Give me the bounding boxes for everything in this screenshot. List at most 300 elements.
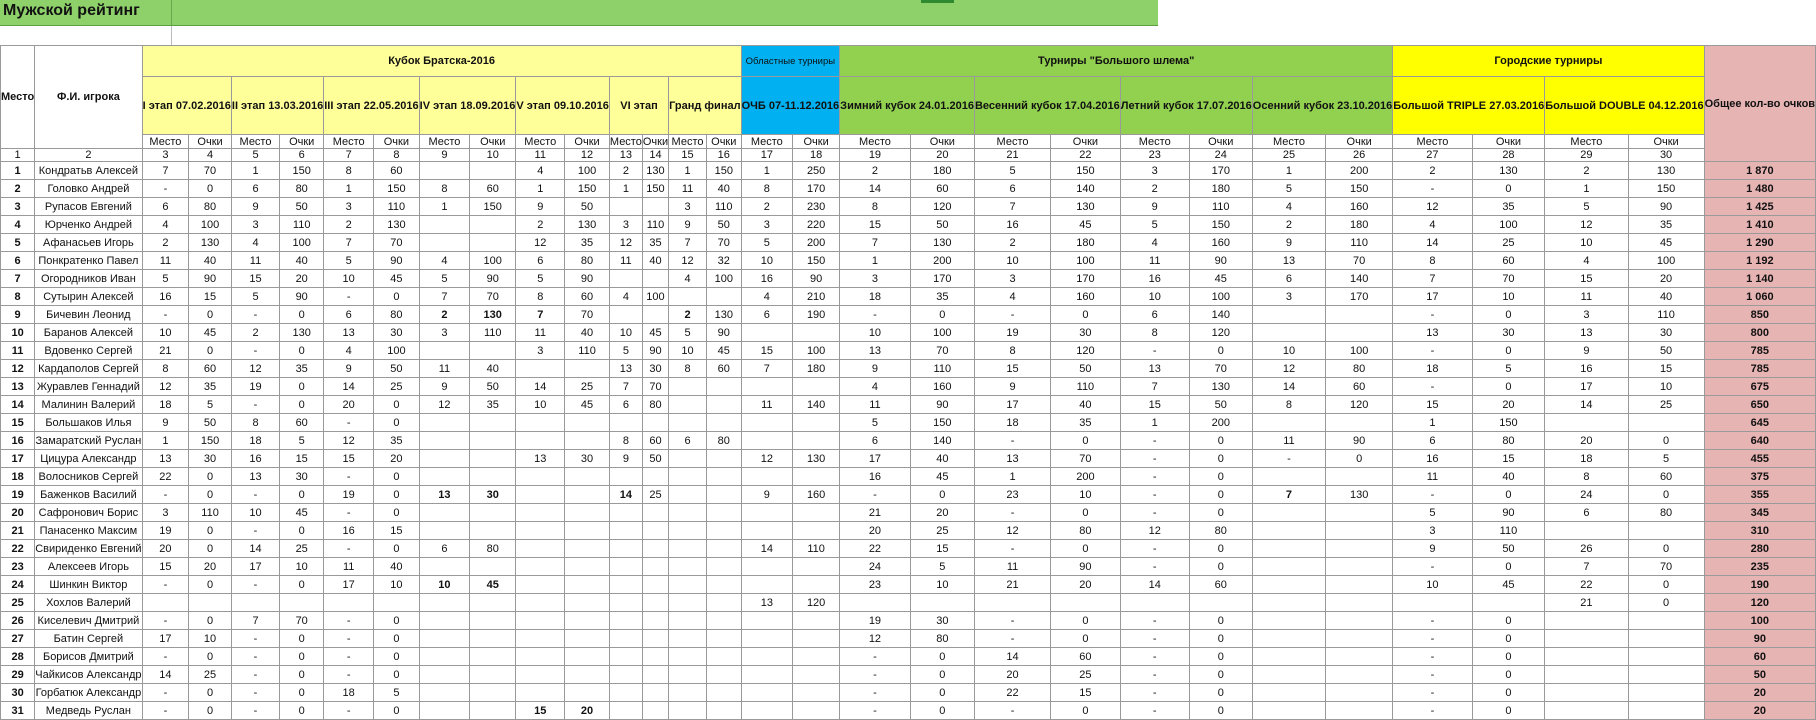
points-cell: 0 <box>374 414 420 432</box>
place-cell: 8 <box>669 360 707 378</box>
points-cell: 20 <box>1628 270 1704 288</box>
place-cell <box>609 702 642 720</box>
place-cell: 13 <box>1252 252 1325 270</box>
place-cell <box>419 666 469 684</box>
rank-cell: 8 <box>1 288 35 306</box>
points-cell: 0 <box>1628 540 1704 558</box>
points-cell <box>706 396 741 414</box>
place-cell: 11 <box>142 252 189 270</box>
points-col-header: Очки <box>1051 135 1121 149</box>
place-cell: 21 <box>840 504 911 522</box>
points-cell: 5 <box>1628 450 1704 468</box>
player-name: Батин Сергей <box>35 630 142 648</box>
points-cell: 200 <box>793 234 840 252</box>
place-cell <box>741 666 793 684</box>
points-cell <box>470 432 516 450</box>
player-name: Шинкин Виктор <box>35 576 142 594</box>
points-cell <box>793 576 840 594</box>
points-cell <box>1326 522 1393 540</box>
column-number: 18 <box>793 149 840 162</box>
place-cell: 1 <box>142 432 189 450</box>
place-cell: 24 <box>1545 486 1628 504</box>
points-cell: 80 <box>1326 360 1393 378</box>
header-slam-group: Турниры "Большого шлема" <box>840 46 1393 77</box>
points-cell: 45 <box>280 504 324 522</box>
points-cell <box>642 522 668 540</box>
place-cell: 5 <box>142 270 189 288</box>
points-cell <box>1326 684 1393 702</box>
points-cell: 35 <box>565 234 610 252</box>
points-cell <box>470 450 516 468</box>
rank-cell: 19 <box>1 486 35 504</box>
points-cell: 100 <box>1628 252 1704 270</box>
place-cell: 4 <box>1252 198 1325 216</box>
total-points: 120 <box>1704 594 1815 612</box>
place-cell: 8 <box>231 414 279 432</box>
points-cell: 25 <box>374 378 420 396</box>
column-number: 11 <box>516 149 565 162</box>
points-cell <box>642 540 668 558</box>
points-cell <box>565 540 610 558</box>
points-cell <box>470 702 516 720</box>
points-cell: 20 <box>910 504 974 522</box>
points-cell: 0 <box>1189 342 1252 360</box>
points-cell: 140 <box>910 432 974 450</box>
place-cell <box>516 630 565 648</box>
points-cell: 0 <box>1189 504 1252 522</box>
points-cell: 150 <box>374 180 420 198</box>
points-cell: 45 <box>1628 234 1704 252</box>
table-row <box>1 270 1816 288</box>
place-cell <box>1545 702 1628 720</box>
place-cell: 3 <box>669 198 707 216</box>
place-cell <box>1252 414 1325 432</box>
points-cell: 140 <box>793 396 840 414</box>
rank-cell: 3 <box>1 198 35 216</box>
place-cell: 4 <box>324 342 374 360</box>
place-cell <box>516 558 565 576</box>
points-cell: 90 <box>1628 198 1704 216</box>
points-col-header: Очки <box>280 135 324 149</box>
column-number: 13 <box>609 149 642 162</box>
place-cell: 20 <box>1545 432 1628 450</box>
points-col-header: Очки <box>642 135 669 148</box>
points-col-header: Очки <box>470 135 516 149</box>
table-row <box>1 522 1816 540</box>
place-cell <box>669 576 707 594</box>
points-cell: 0 <box>1472 612 1545 630</box>
place-cell: 13 <box>419 486 469 504</box>
points-cell: 45 <box>189 324 232 342</box>
total-points: 800 <box>1704 324 1815 342</box>
place-cell: 13 <box>840 342 911 360</box>
points-cell <box>706 378 741 396</box>
points-cell: 100 <box>280 234 324 252</box>
points-cell: 20 <box>565 702 610 720</box>
points-cell: 40 <box>1472 468 1545 486</box>
place-col-header: Место <box>669 135 707 149</box>
place-cell: - <box>1120 702 1189 720</box>
points-cell: 0 <box>189 342 232 360</box>
place-cell: 19 <box>142 522 189 540</box>
rank-cell: 22 <box>1 540 35 558</box>
place-cell: 7 <box>974 198 1050 216</box>
place-cell: 15 <box>516 702 565 720</box>
points-cell: 0 <box>1472 666 1545 684</box>
points-cell: 35 <box>280 360 324 378</box>
place-cell <box>669 486 707 504</box>
place-cell <box>516 648 565 666</box>
points-cell <box>565 432 610 450</box>
points-cell: 150 <box>1326 180 1393 198</box>
column-number: 29 <box>1545 149 1628 162</box>
points-cell: 0 <box>1189 630 1252 648</box>
points-cell <box>642 468 668 486</box>
points-cell: 35 <box>642 234 668 252</box>
stage-header: V этап 09.10.2016 <box>516 77 610 135</box>
place-cell <box>669 558 707 576</box>
place-cell: 4 <box>1393 216 1472 234</box>
points-cell: 45 <box>374 270 420 288</box>
table-row <box>1 468 1816 486</box>
place-cell: 4 <box>142 216 189 234</box>
place-cell: 4 <box>419 252 469 270</box>
points-cell: 0 <box>189 702 232 720</box>
place-cell: 4 <box>516 162 565 180</box>
points-cell: 0 <box>280 684 324 702</box>
place-cell: 21 <box>974 576 1050 594</box>
points-cell: 0 <box>1189 468 1252 486</box>
points-cell: 110 <box>374 198 420 216</box>
place-cell: 9 <box>1120 198 1189 216</box>
points-cell: 100 <box>189 216 232 234</box>
points-cell <box>642 684 668 702</box>
points-cell: 90 <box>470 270 516 288</box>
table-row <box>1 396 1816 414</box>
stage-header: IV этап 18.09.2016 <box>419 77 516 135</box>
points-cell: 0 <box>374 612 420 630</box>
place-cell: 11 <box>974 558 1050 576</box>
place-cell: 2 <box>609 162 642 180</box>
points-cell: 0 <box>1189 486 1252 504</box>
points-cell: 90 <box>1326 432 1393 450</box>
points-cell: 25 <box>1472 234 1545 252</box>
place-cell: 2 <box>324 216 374 234</box>
table-row <box>1 558 1816 576</box>
place-cell <box>516 522 565 540</box>
column-number: 3 <box>142 149 189 162</box>
points-cell: 0 <box>1051 306 1121 324</box>
points-cell: 170 <box>1189 162 1252 180</box>
points-cell: 25 <box>910 522 974 540</box>
place-cell: 18 <box>142 396 189 414</box>
player-name: Кондратьв Алексей <box>35 162 142 180</box>
sheet-title: Мужской рейтинг <box>3 2 140 19</box>
points-cell: 0 <box>1051 612 1121 630</box>
place-cell: 2 <box>516 216 565 234</box>
points-cell: 35 <box>189 378 232 396</box>
place-cell: - <box>840 306 911 324</box>
points-cell: 25 <box>1628 396 1704 414</box>
place-cell: 9 <box>974 378 1050 396</box>
points-cell: 0 <box>1628 486 1704 504</box>
points-cell: 60 <box>1326 378 1393 396</box>
column-number: 10 <box>470 149 516 162</box>
place-col-header: Место <box>840 135 911 149</box>
rank-cell: 14 <box>1 396 35 414</box>
place-cell: 12 <box>1545 216 1628 234</box>
points-cell: 0 <box>1628 576 1704 594</box>
place-cell: - <box>324 648 374 666</box>
points-cell: 70 <box>189 162 232 180</box>
points-cell <box>565 594 610 612</box>
table-row <box>1 576 1816 594</box>
points-cell <box>565 684 610 702</box>
place-cell: 11 <box>324 558 374 576</box>
table-row <box>1 252 1816 270</box>
points-cell <box>1628 702 1704 720</box>
place-cell <box>1545 522 1628 540</box>
total-points: 1 060 <box>1704 288 1815 306</box>
place-cell <box>669 468 707 486</box>
place-cell: 10 <box>974 252 1050 270</box>
table-row <box>1 342 1816 360</box>
points-cell: 160 <box>910 378 974 396</box>
points-cell: 130 <box>565 216 610 234</box>
place-cell: 11 <box>1393 468 1472 486</box>
place-cell: 16 <box>231 450 279 468</box>
place-cell: 16 <box>741 270 793 288</box>
points-cell: 80 <box>1189 522 1252 540</box>
place-cell: 10 <box>840 324 911 342</box>
place-cell <box>741 630 793 648</box>
column-number: 17 <box>741 149 793 162</box>
place-cell: - <box>1120 648 1189 666</box>
place-cell: 2 <box>142 234 189 252</box>
place-cell: 20 <box>142 540 189 558</box>
player-name: Вдовенко Сергей <box>35 342 142 360</box>
points-cell: 40 <box>565 324 610 342</box>
place-cell: 2 <box>741 198 793 216</box>
title-divider <box>171 0 172 25</box>
place-cell: 5 <box>741 234 793 252</box>
points-cell: 50 <box>565 198 610 216</box>
points-cell: 160 <box>793 486 840 504</box>
place-cell: 14 <box>1120 576 1189 594</box>
points-cell: 150 <box>910 414 974 432</box>
total-points: 1 192 <box>1704 252 1815 270</box>
points-cell: 180 <box>1326 216 1393 234</box>
points-cell: 45 <box>706 342 741 360</box>
place-cell <box>741 504 793 522</box>
points-cell: 50 <box>1472 540 1545 558</box>
place-cell <box>741 684 793 702</box>
points-cell <box>706 684 741 702</box>
place-cell: 7 <box>669 234 707 252</box>
points-cell: 60 <box>910 180 974 198</box>
points-cell: 130 <box>1051 198 1121 216</box>
total-points: 785 <box>1704 360 1815 378</box>
place-cell <box>609 414 642 432</box>
place-cell: 14 <box>974 648 1050 666</box>
points-cell: 0 <box>374 504 420 522</box>
place-cell <box>609 630 642 648</box>
points-cell: 30 <box>374 324 420 342</box>
points-cell: 70 <box>642 378 668 396</box>
points-cell: 0 <box>1189 648 1252 666</box>
place-cell <box>669 594 707 612</box>
points-cell <box>793 504 840 522</box>
place-cell: - <box>840 486 911 504</box>
place-cell: - <box>142 684 189 702</box>
place-cell: 13 <box>1393 324 1472 342</box>
points-cell: 90 <box>374 252 420 270</box>
title-marker <box>921 0 954 3</box>
place-cell: 4 <box>974 288 1050 306</box>
place-cell <box>609 594 642 612</box>
points-cell: 40 <box>910 450 974 468</box>
points-cell <box>470 648 516 666</box>
stage-header: Большой TRIPLE 27.03.2016 <box>1393 77 1545 135</box>
player-name: Волосников Сергей <box>35 468 142 486</box>
points-cell: 50 <box>706 216 741 234</box>
place-cell: 9 <box>419 378 469 396</box>
place-cell: 3 <box>1120 162 1189 180</box>
points-cell <box>706 612 741 630</box>
place-cell: 12 <box>840 630 911 648</box>
points-cell: 45 <box>565 396 610 414</box>
rank-cell: 6 <box>1 252 35 270</box>
place-cell: 8 <box>324 162 374 180</box>
points-cell: 110 <box>189 504 232 522</box>
place-cell: 3 <box>516 342 565 360</box>
place-cell <box>419 450 469 468</box>
place-cell <box>974 594 1050 612</box>
points-cell: 20 <box>374 450 420 468</box>
points-cell: 130 <box>1189 378 1252 396</box>
points-cell: 120 <box>1051 342 1121 360</box>
points-cell: 90 <box>189 270 232 288</box>
points-cell: 70 <box>1326 252 1393 270</box>
table-row <box>1 216 1816 234</box>
column-number: 23 <box>1120 149 1189 162</box>
points-cell <box>1326 576 1393 594</box>
column-number: 4 <box>189 149 232 162</box>
place-cell: 22 <box>974 684 1050 702</box>
place-cell: 12 <box>669 252 707 270</box>
table-row <box>1 162 1816 180</box>
points-cell <box>470 234 516 252</box>
points-cell <box>793 414 840 432</box>
points-cell <box>642 666 668 684</box>
place-cell: - <box>142 180 189 198</box>
place-cell: 12 <box>142 378 189 396</box>
player-name: Сафронович Борис <box>35 504 142 522</box>
points-cell: 120 <box>1189 324 1252 342</box>
place-cell: 6 <box>419 540 469 558</box>
place-cell: 12 <box>974 522 1050 540</box>
place-cell: 3 <box>1252 288 1325 306</box>
place-cell <box>516 612 565 630</box>
place-cell: 4 <box>609 288 642 306</box>
header-regional-group: Областные турниры <box>741 46 840 77</box>
place-cell: 5 <box>1545 198 1628 216</box>
points-cell: 110 <box>642 216 668 234</box>
points-cell: 100 <box>1472 216 1545 234</box>
points-cell <box>565 648 610 666</box>
place-cell <box>669 396 707 414</box>
total-points: 190 <box>1704 576 1815 594</box>
header-cup-group: Кубок Братска-2016 <box>142 46 741 77</box>
points-cell <box>793 612 840 630</box>
points-cell: 80 <box>642 396 668 414</box>
place-cell: - <box>231 702 279 720</box>
place-col-header: Место <box>1252 135 1325 149</box>
player-name: Бичевин Леонид <box>35 306 142 324</box>
place-cell: 19 <box>324 486 374 504</box>
place-cell: - <box>840 684 911 702</box>
header-player: Ф.И. игрока <box>35 46 142 149</box>
points-cell: 70 <box>1051 450 1121 468</box>
points-col-header: Очки <box>1628 135 1704 149</box>
points-cell <box>1326 630 1393 648</box>
place-cell <box>609 468 642 486</box>
points-cell: 20 <box>280 270 324 288</box>
place-cell: 20 <box>324 396 374 414</box>
points-cell: 120 <box>1326 396 1393 414</box>
column-number: 14 <box>642 149 668 162</box>
points-cell: 100 <box>706 270 741 288</box>
points-cell: 0 <box>374 540 420 558</box>
place-cell: 22 <box>840 540 911 558</box>
place-cell: - <box>1393 558 1472 576</box>
points-cell <box>1628 612 1704 630</box>
player-name: Хохлов Валерий <box>35 594 142 612</box>
place-cell: 12 <box>419 396 469 414</box>
points-cell: 80 <box>910 630 974 648</box>
place-cell: 5 <box>1393 504 1472 522</box>
place-cell <box>1252 702 1325 720</box>
place-cell <box>1545 648 1628 666</box>
points-cell: 80 <box>470 540 516 558</box>
stage-header: ОЧБ 07-11.12.2016 <box>741 77 840 135</box>
total-points: 675 <box>1704 378 1815 396</box>
rank-cell: 13 <box>1 378 35 396</box>
place-cell: 12 <box>1120 522 1189 540</box>
points-cell: 35 <box>1628 216 1704 234</box>
points-cell: 90 <box>793 270 840 288</box>
points-cell: 20 <box>189 558 232 576</box>
table-row <box>1 666 1816 684</box>
points-cell: 0 <box>374 630 420 648</box>
place-cell: - <box>1120 630 1189 648</box>
player-name: Панасенко Максим <box>35 522 142 540</box>
place-cell <box>516 432 565 450</box>
points-cell <box>565 612 610 630</box>
place-cell: 7 <box>324 234 374 252</box>
points-cell: 100 <box>1326 342 1393 360</box>
total-points: 455 <box>1704 450 1815 468</box>
place-cell: 18 <box>1545 450 1628 468</box>
place-cell: - <box>1393 684 1472 702</box>
place-cell: 16 <box>1545 360 1628 378</box>
table-row <box>1 486 1816 504</box>
place-cell: 11 <box>1545 288 1628 306</box>
points-cell: 60 <box>470 180 516 198</box>
place-cell: - <box>1393 378 1472 396</box>
place-cell: 19 <box>974 324 1050 342</box>
player-name: Кардаполов Сергей <box>35 360 142 378</box>
